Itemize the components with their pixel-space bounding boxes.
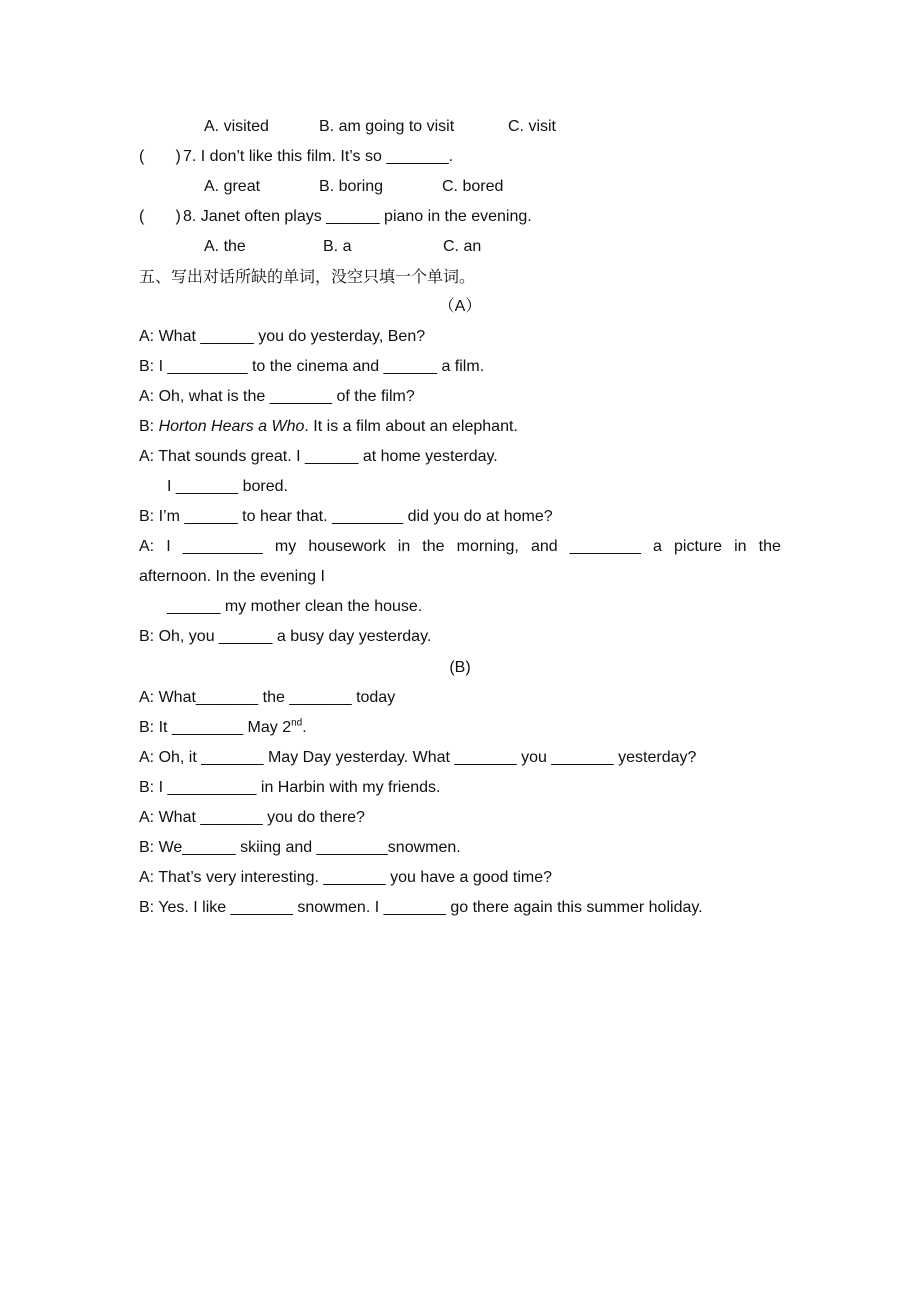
part-b-line-6: B: We______ skiing and ________snowmen. <box>139 839 461 856</box>
q8-option-c: C. an <box>443 238 482 255</box>
part-a-line-7: B: I’m ______ to hear that. ________ did you do at home? <box>139 508 553 525</box>
word: in <box>734 538 747 555</box>
word: a <box>653 538 662 555</box>
part-b-line-3: A: Oh, it _______ May Day yesterday. What _______ you _______ yesterday? <box>139 749 697 766</box>
word: morning, <box>456 538 519 555</box>
part-b-line-2-end: . <box>302 719 307 736</box>
q6-option-a: A. visited <box>204 118 269 135</box>
q7-option-a: A. great <box>204 178 261 195</box>
part-b-line-1: A: What_______ the _______ today <box>139 689 396 706</box>
part-a-heading: （A） <box>438 298 482 315</box>
q7-answer-bracket: ( ) <box>139 148 181 165</box>
word: my <box>274 538 297 555</box>
part-a-line-5: A: That sounds great. I ______ at home yesterday. <box>139 448 498 465</box>
word: the <box>758 538 781 555</box>
word: A: <box>139 538 155 555</box>
section-5-title: 五、写出对话所缺的单词，没空只填一个单词。 <box>139 267 476 286</box>
q6-option-b: B. am going to visit <box>319 118 455 135</box>
q8-stem: 8. Janet often plays ______ piano in the evening. <box>183 208 532 225</box>
part-a-line-10: ______ my mother clean the house. <box>167 598 423 615</box>
film-title: Horton Hears a Who <box>158 418 305 435</box>
part-a-line-2: B: I _________ to the cinema and ______ a film. <box>139 358 485 375</box>
part-a-line-3: A: Oh, what is the _______ of the film? <box>139 388 415 405</box>
part-b-heading: (B) <box>449 659 471 676</box>
part-a-line-1: A: What ______ you do yesterday, Ben? <box>139 328 426 345</box>
q7-option-c: C. bored <box>442 178 504 195</box>
q8-option-a: A. the <box>204 238 246 255</box>
part-a-line-9: afternoon. In the evening I <box>139 568 325 585</box>
q7-option-b: B. boring <box>319 178 384 195</box>
part-b-line-2-text: B: It ________ May 2 <box>139 719 292 736</box>
part-a-line-4 <box>139 412 518 442</box>
part-b-line-2 <box>139 713 307 743</box>
blank: _________ <box>182 538 263 555</box>
part-a-line-8 <box>139 532 781 562</box>
q6-option-c: C. visit <box>508 118 556 135</box>
part-a-line-4-rest: . It is a film about an elephant. <box>304 418 518 435</box>
blank: ________ <box>569 538 641 555</box>
ordinal-suffix: nd <box>291 717 303 729</box>
part-b-line-4: B: I __________ in Harbin with my friends. <box>139 779 441 796</box>
word: in <box>397 538 411 555</box>
part-a-line-6: I _______ bored. <box>167 478 288 495</box>
part-b-line-5: A: What _______ you do there? <box>139 809 365 826</box>
word: picture <box>673 538 723 555</box>
part-a-line-4-prefix: B: <box>139 418 159 435</box>
q8-option-b: B. a <box>323 238 352 255</box>
part-b-line-7: A: That’s very interesting. _______ you have a good time? <box>139 869 553 886</box>
word: and <box>530 538 558 555</box>
part-a-line-11: B: Oh, you ______ a busy day yesterday. <box>139 628 432 645</box>
word: I <box>166 538 171 555</box>
part-b-line-8: B: Yes. I like _______ snowmen. I _______ go there again this summer holiday. <box>139 899 703 916</box>
q8-answer-bracket: ( ) <box>139 208 181 225</box>
word: housework <box>308 538 386 555</box>
q7-stem: 7. I don’t like this film. It’s so _______. <box>183 148 454 165</box>
word: the <box>422 538 445 555</box>
